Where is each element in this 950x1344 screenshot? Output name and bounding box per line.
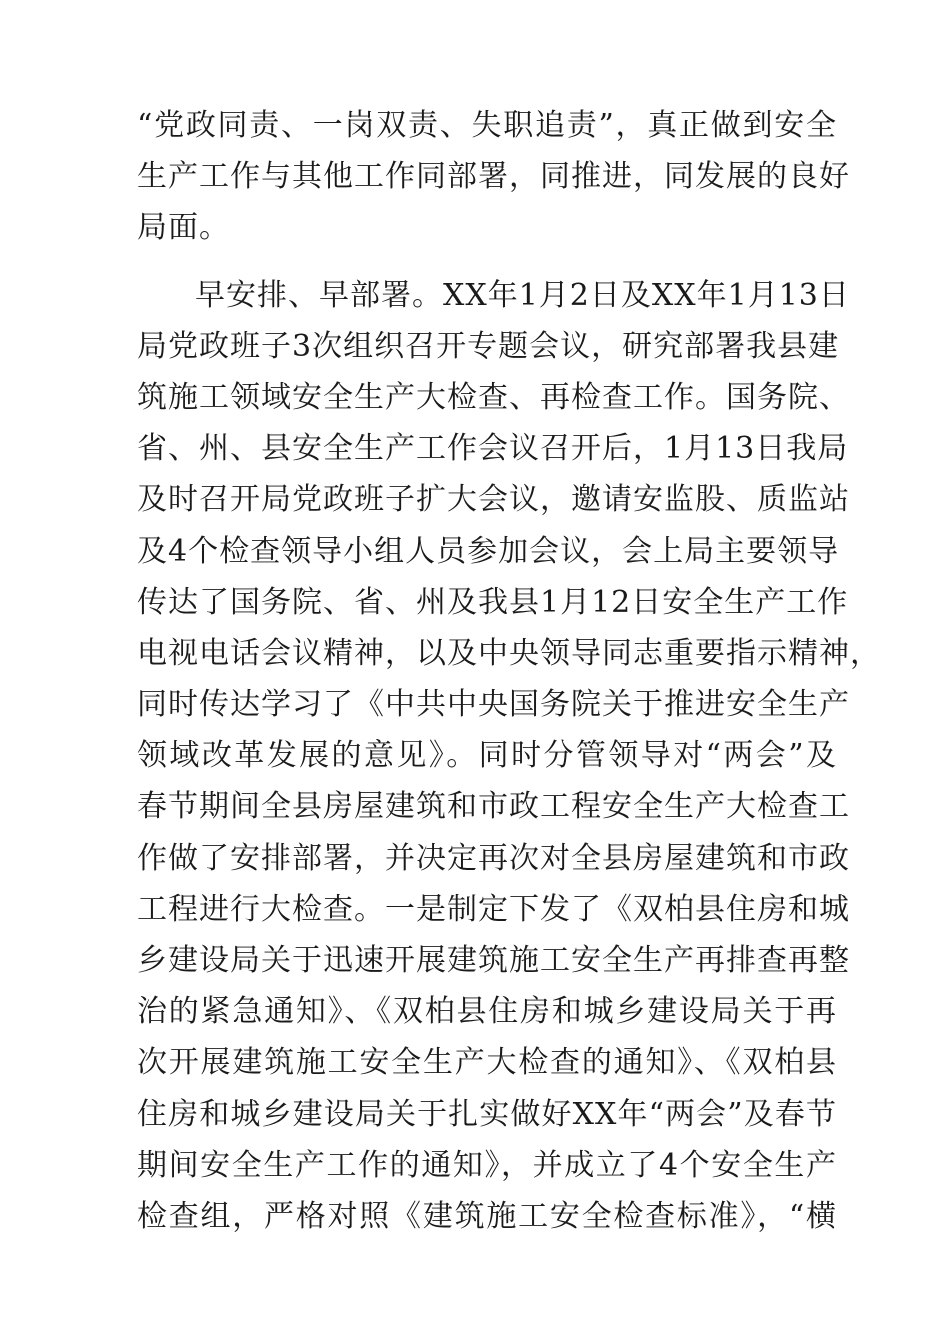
text-line: 早安排、早部署。XX年1月2日及XX年1月13日 <box>195 277 850 313</box>
paragraph-gap <box>137 254 837 270</box>
text-line: 省、州、县安全生产工作会议召开后，1月13日我局 <box>137 431 849 467</box>
text-line: 工程进行大检查。一是制定下发了《双柏县住房和城 <box>137 891 850 927</box>
text-line: 传达了国务院、省、州及我县1月12日安全生产工作 <box>137 584 849 620</box>
text-line: 及时召开局党政班子扩大会议，邀请安监股、质监站 <box>137 482 850 518</box>
text-line: 局党政班子3次组织召开专题会议，研究部署我县建 <box>137 328 840 364</box>
text-line: 检查组，严格对照《建筑施工安全检查标准》，“横 <box>137 1198 837 1234</box>
text-line: 电视电话会议精神，以及中央领导同志重要指示精神， <box>137 635 881 671</box>
text-line: 生产工作与其他工作同部署，同推进，同发展的良好 <box>137 159 850 195</box>
text-line: 住房和城乡建设局关于扎实做好XX年“两会”及春节 <box>137 1096 837 1132</box>
text-line: 期间安全生产工作的通知》，并成立了4个安全生产 <box>137 1147 837 1183</box>
body-text <box>137 100 881 1293</box>
text-line: 筑施工领域安全生产大检查、再检查工作。国务院、 <box>137 379 850 415</box>
text-line: “党政同责、一岗双责、失职追责”，真正做到安全 <box>137 108 837 143</box>
text-line: 作做了安排部署，并决定再次对全县房屋建筑和市政 <box>137 840 850 876</box>
text-line: 春节期间全县房屋建筑和市政工程安全生产大检查工 <box>137 789 850 825</box>
text-line: 局面。 <box>137 210 230 246</box>
paragraph-1 <box>137 100 850 254</box>
text-line: 治的紧急通知》、《双柏县住房和城乡建设局关于再 <box>137 994 837 1030</box>
text-line <box>137 1242 837 1293</box>
text-line: 及4个检查领导小组人员参加会议，会上局主要领导 <box>137 533 840 569</box>
text-line: 乡建设局关于迅速开展建筑施工安全生产再排查再整 <box>137 943 850 978</box>
text-line: 同时传达学习了《中共中央国务院关于推进安全生产 <box>137 687 850 723</box>
paragraph-2 <box>137 270 881 1294</box>
text-line: 领域改革发展的意见》。同时分管领导对“两会”及 <box>137 738 837 774</box>
text-line: 次开展建筑施工安全生产大检查的通知》、《双柏县 <box>137 1045 837 1081</box>
